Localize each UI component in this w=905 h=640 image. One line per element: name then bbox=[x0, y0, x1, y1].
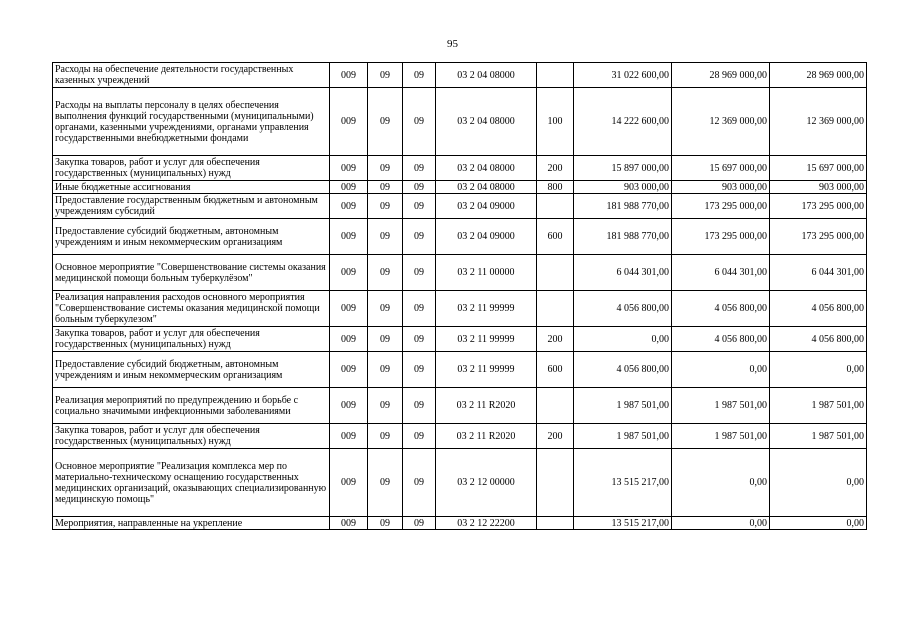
amount-year1-cell: 4 056 800,00 bbox=[574, 352, 672, 388]
amount-year3-cell: 4 056 800,00 bbox=[770, 327, 867, 352]
table-row bbox=[53, 219, 867, 255]
expense-name-cell: Предоставление субсидий бюджетным, автономным учреждениям и иным некоммерческим организациям bbox=[53, 352, 330, 388]
amount-year1-cell: 0,00 bbox=[574, 327, 672, 352]
amount-year3-cell: 903 000,00 bbox=[770, 181, 867, 194]
amount-year1-cell: 13 515 217,00 bbox=[574, 449, 672, 517]
target-article-cell: 03 2 11 99999 bbox=[436, 327, 537, 352]
table-row bbox=[53, 255, 867, 291]
expense-name-cell: Основное мероприятие "Совершенствование системы оказания медицинской помощи больным туберкулёзом" bbox=[53, 255, 330, 291]
grbs-code-cell: 009 bbox=[330, 219, 368, 255]
section-code-cell: 09 bbox=[368, 88, 403, 156]
subsection-code-cell: 09 bbox=[403, 181, 436, 194]
target-article-cell: 03 2 04 08000 bbox=[436, 88, 537, 156]
expense-name-cell: Закупка товаров, работ и услуг для обеспечения государственных (муниципальных) нужд bbox=[53, 327, 330, 352]
amount-year1-cell: 181 988 770,00 bbox=[574, 219, 672, 255]
expense-type-cell: 600 bbox=[537, 352, 574, 388]
table-row bbox=[53, 194, 867, 219]
expense-type-cell bbox=[537, 517, 574, 530]
expense-type-cell bbox=[537, 291, 574, 327]
expense-type-cell bbox=[537, 255, 574, 291]
target-article-cell: 03 2 04 08000 bbox=[436, 156, 537, 181]
amount-year2-cell: 903 000,00 bbox=[672, 181, 770, 194]
amount-year1-cell: 31 022 600,00 bbox=[574, 63, 672, 88]
table-row bbox=[53, 63, 867, 88]
grbs-code-cell: 009 bbox=[330, 63, 368, 88]
section-code-cell: 09 bbox=[368, 517, 403, 530]
subsection-code-cell: 09 bbox=[403, 327, 436, 352]
target-article-cell: 03 2 11 00000 bbox=[436, 255, 537, 291]
amount-year3-cell: 1 987 501,00 bbox=[770, 424, 867, 449]
subsection-code-cell: 09 bbox=[403, 194, 436, 219]
amount-year3-cell: 0,00 bbox=[770, 517, 867, 530]
amount-year1-cell: 903 000,00 bbox=[574, 181, 672, 194]
target-article-cell: 03 2 04 09000 bbox=[436, 219, 537, 255]
amount-year2-cell: 4 056 800,00 bbox=[672, 327, 770, 352]
target-article-cell: 03 2 11 99999 bbox=[436, 352, 537, 388]
section-code-cell: 09 bbox=[368, 424, 403, 449]
expense-type-cell: 200 bbox=[537, 327, 574, 352]
expense-type-cell: 600 bbox=[537, 219, 574, 255]
target-article-cell: 03 2 04 09000 bbox=[436, 194, 537, 219]
expense-type-cell bbox=[537, 194, 574, 219]
subsection-code-cell: 09 bbox=[403, 255, 436, 291]
expense-type-cell bbox=[537, 388, 574, 424]
target-article-cell: 03 2 04 08000 bbox=[436, 63, 537, 88]
subsection-code-cell: 09 bbox=[403, 63, 436, 88]
amount-year2-cell: 173 295 000,00 bbox=[672, 194, 770, 219]
expense-name-cell: Предоставление государственным бюджетным и автономным учреждениям субсидий bbox=[53, 194, 330, 219]
subsection-code-cell: 09 bbox=[403, 156, 436, 181]
amount-year2-cell: 1 987 501,00 bbox=[672, 388, 770, 424]
amount-year2-cell: 1 987 501,00 bbox=[672, 424, 770, 449]
table-row bbox=[53, 449, 867, 517]
amount-year2-cell: 173 295 000,00 bbox=[672, 219, 770, 255]
subsection-code-cell: 09 bbox=[403, 291, 436, 327]
grbs-code-cell: 009 bbox=[330, 388, 368, 424]
table-row bbox=[53, 88, 867, 156]
expense-name-cell: Иные бюджетные ассигнования bbox=[53, 181, 330, 194]
section-code-cell: 09 bbox=[368, 352, 403, 388]
grbs-code-cell: 009 bbox=[330, 327, 368, 352]
section-code-cell: 09 bbox=[368, 388, 403, 424]
section-code-cell: 09 bbox=[368, 194, 403, 219]
amount-year2-cell: 0,00 bbox=[672, 517, 770, 530]
amount-year2-cell: 0,00 bbox=[672, 352, 770, 388]
table-row bbox=[53, 327, 867, 352]
expense-type-cell: 200 bbox=[537, 424, 574, 449]
subsection-code-cell: 09 bbox=[403, 517, 436, 530]
grbs-code-cell: 009 bbox=[330, 255, 368, 291]
table-row bbox=[53, 517, 867, 530]
grbs-code-cell: 009 bbox=[330, 88, 368, 156]
section-code-cell: 09 bbox=[368, 219, 403, 255]
amount-year3-cell: 15 697 000,00 bbox=[770, 156, 867, 181]
amount-year3-cell: 0,00 bbox=[770, 449, 867, 517]
target-article-cell: 03 2 12 00000 bbox=[436, 449, 537, 517]
amount-year3-cell: 28 969 000,00 bbox=[770, 63, 867, 88]
expense-type-cell bbox=[537, 63, 574, 88]
amount-year3-cell: 173 295 000,00 bbox=[770, 194, 867, 219]
expense-type-cell: 800 bbox=[537, 181, 574, 194]
subsection-code-cell: 09 bbox=[403, 449, 436, 517]
grbs-code-cell: 009 bbox=[330, 291, 368, 327]
subsection-code-cell: 09 bbox=[403, 352, 436, 388]
grbs-code-cell: 009 bbox=[330, 156, 368, 181]
grbs-code-cell: 009 bbox=[330, 424, 368, 449]
expense-name-cell: Предоставление субсидий бюджетным, автономным учреждениям и иным некоммерческим организациям bbox=[53, 219, 330, 255]
table-row bbox=[53, 388, 867, 424]
expense-type-cell bbox=[537, 449, 574, 517]
section-code-cell: 09 bbox=[368, 181, 403, 194]
amount-year2-cell: 12 369 000,00 bbox=[672, 88, 770, 156]
section-code-cell: 09 bbox=[368, 156, 403, 181]
amount-year3-cell: 12 369 000,00 bbox=[770, 88, 867, 156]
subsection-code-cell: 09 bbox=[403, 424, 436, 449]
expense-name-cell: Мероприятия, направленные на укрепление bbox=[53, 517, 330, 530]
page-number: 95 bbox=[447, 38, 458, 50]
amount-year2-cell: 4 056 800,00 bbox=[672, 291, 770, 327]
section-code-cell: 09 bbox=[368, 63, 403, 88]
table-row bbox=[53, 352, 867, 388]
amount-year3-cell: 1 987 501,00 bbox=[770, 388, 867, 424]
expense-name-cell: Расходы на обеспечение деятельности государственных казенных учреждений bbox=[53, 63, 330, 88]
subsection-code-cell: 09 bbox=[403, 219, 436, 255]
amount-year1-cell: 15 897 000,00 bbox=[574, 156, 672, 181]
target-article-cell: 03 2 12 22200 bbox=[436, 517, 537, 530]
subsection-code-cell: 09 bbox=[403, 88, 436, 156]
expense-name-cell: Основное мероприятие "Реализация комплекса мер по материально-техническому оснащению государственных медицинских организаций, оказывающих специализированную медицинскую помощь" bbox=[53, 449, 330, 517]
amount-year2-cell: 6 044 301,00 bbox=[672, 255, 770, 291]
budget-table bbox=[52, 62, 867, 530]
amount-year1-cell: 181 988 770,00 bbox=[574, 194, 672, 219]
amount-year3-cell: 6 044 301,00 bbox=[770, 255, 867, 291]
expense-name-cell: Реализация направления расходов основного мероприятия "Совершенствование системы оказания медицинской помощи больным туберкулезом" bbox=[53, 291, 330, 327]
grbs-code-cell: 009 bbox=[330, 517, 368, 530]
amount-year2-cell: 15 697 000,00 bbox=[672, 156, 770, 181]
expense-name-cell: Реализация мероприятий по предупреждению и борьбе с социально значимыми инфекционными заболеваниями bbox=[53, 388, 330, 424]
table-row bbox=[53, 156, 867, 181]
amount-year3-cell: 4 056 800,00 bbox=[770, 291, 867, 327]
grbs-code-cell: 009 bbox=[330, 449, 368, 517]
section-code-cell: 09 bbox=[368, 255, 403, 291]
target-article-cell: 03 2 11 R2020 bbox=[436, 388, 537, 424]
table-row bbox=[53, 424, 867, 449]
amount-year2-cell: 0,00 bbox=[672, 449, 770, 517]
target-article-cell: 03 2 11 99999 bbox=[436, 291, 537, 327]
subsection-code-cell: 09 bbox=[403, 388, 436, 424]
amount-year3-cell: 0,00 bbox=[770, 352, 867, 388]
amount-year2-cell: 28 969 000,00 bbox=[672, 63, 770, 88]
grbs-code-cell: 009 bbox=[330, 194, 368, 219]
section-code-cell: 09 bbox=[368, 327, 403, 352]
expense-type-cell: 100 bbox=[537, 88, 574, 156]
expense-name-cell: Закупка товаров, работ и услуг для обеспечения государственных (муниципальных) нужд bbox=[53, 424, 330, 449]
target-article-cell: 03 2 04 08000 bbox=[436, 181, 537, 194]
amount-year1-cell: 1 987 501,00 bbox=[574, 388, 672, 424]
table-row bbox=[53, 291, 867, 327]
expense-name-cell: Закупка товаров, работ и услуг для обеспечения государственных (муниципальных) нужд bbox=[53, 156, 330, 181]
amount-year1-cell: 4 056 800,00 bbox=[574, 291, 672, 327]
amount-year3-cell: 173 295 000,00 bbox=[770, 219, 867, 255]
target-article-cell: 03 2 11 R2020 bbox=[436, 424, 537, 449]
expense-type-cell: 200 bbox=[537, 156, 574, 181]
amount-year1-cell: 13 515 217,00 bbox=[574, 517, 672, 530]
grbs-code-cell: 009 bbox=[330, 181, 368, 194]
table-row bbox=[53, 181, 867, 194]
amount-year1-cell: 6 044 301,00 bbox=[574, 255, 672, 291]
amount-year1-cell: 14 222 600,00 bbox=[574, 88, 672, 156]
grbs-code-cell: 009 bbox=[330, 352, 368, 388]
expense-name-cell: Расходы на выплаты персоналу в целях обеспечения выполнения функций государственными (муниципальными) органами, казенными учреждениями, органами управления государственными внебюджетными фондами bbox=[53, 88, 330, 156]
amount-year1-cell: 1 987 501,00 bbox=[574, 424, 672, 449]
section-code-cell: 09 bbox=[368, 449, 403, 517]
section-code-cell: 09 bbox=[368, 291, 403, 327]
table-body bbox=[53, 63, 867, 530]
